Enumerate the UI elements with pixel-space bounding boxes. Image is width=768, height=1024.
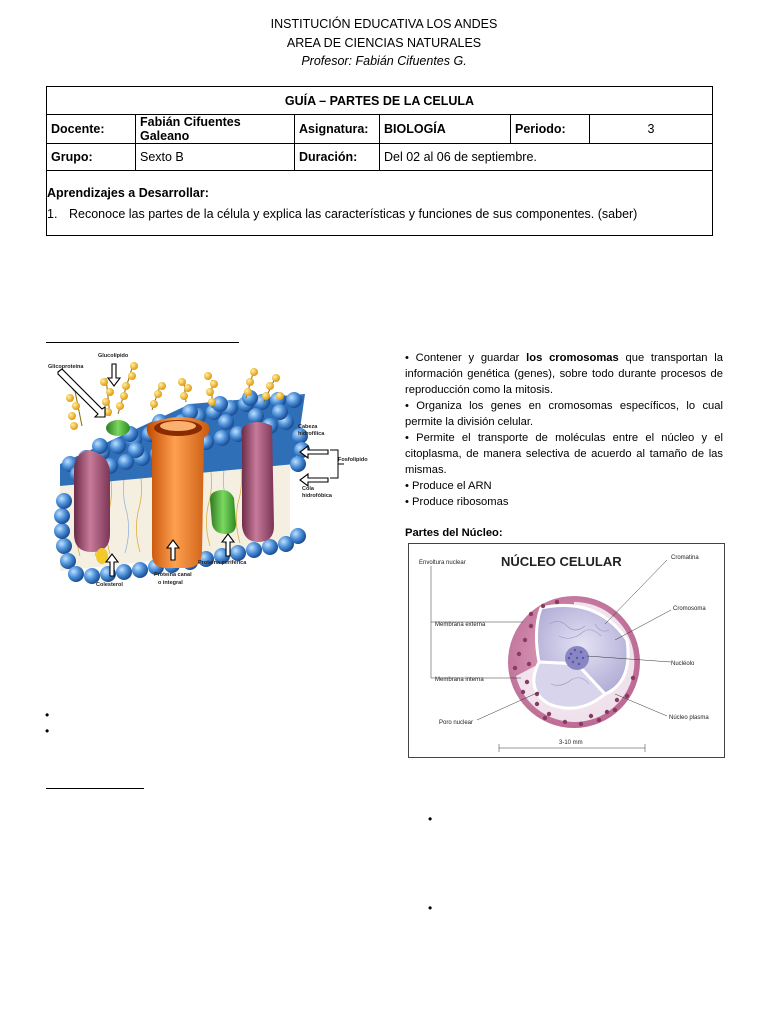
guide-title: GUÍA – PARTES DE LA CELULA	[47, 87, 713, 115]
green-peripheral-protein	[210, 490, 236, 534]
nucleus-diagram	[409, 544, 724, 757]
empty-bullet: •	[428, 812, 433, 826]
docente-value: Fabián Cifuentes Galeano	[136, 115, 295, 144]
function-item: • Permite el transporte de moléculas entre el núcleo y el citoplasma, de manera selectiva de acuerdo al tamaño de las mismas.	[405, 432, 723, 476]
function-item: • Contener y guardar los cromosomas que transportan la información genética (genes), sobre todo durante procesos de reproducción como la mitosis.	[405, 352, 723, 396]
nucleus-diagram-frame	[408, 543, 725, 758]
green-glycoprotein	[106, 420, 130, 436]
label-proteina-canal: Proteína canal	[154, 572, 192, 578]
learning-cell	[47, 171, 713, 236]
duracion-label: Duración:	[295, 144, 380, 171]
label-envoltura: Envoltura nuclear	[419, 560, 466, 566]
teacher-name: Profesor: Fabián Cifuentes G.	[301, 54, 467, 68]
grupo-label: Grupo:	[47, 144, 136, 171]
maroon-protein-right	[241, 422, 274, 542]
label-membrana-interna: Membrana interna	[435, 677, 484, 683]
label-nucleoplasma: Núcleo plasma	[669, 715, 709, 721]
periodo-value: 3	[590, 115, 713, 144]
area-name: AREA DE CIENCIAS NATURALES	[286, 36, 482, 50]
learning-item-number: 1.	[47, 206, 58, 221]
docente-label: Docente:	[47, 115, 136, 144]
empty-bullet: •	[45, 708, 50, 722]
label-scale: 3-10 mm	[559, 740, 583, 746]
label-cola: Cola	[302, 486, 314, 492]
function-item: • Organiza los genes en cromosomas específicos, lo cual permite la división celular.	[405, 400, 723, 428]
label-cromosoma: Cromosoma	[673, 606, 706, 612]
function-item: • Produce ribosomas	[405, 496, 509, 508]
label-colesterol: Colesterol	[96, 582, 123, 588]
nucleus-functions	[405, 350, 723, 510]
empty-bullet: •	[45, 724, 50, 738]
grupo-value: Sexto B	[136, 144, 295, 171]
empty-bullet: •	[428, 901, 433, 915]
label-membrana-externa: Membrana externa	[435, 622, 486, 628]
institution-name: INSTITUCIÓN EDUCATIVA LOS ANDES	[270, 17, 498, 31]
label-hidrofilica: hidrofílica	[298, 431, 325, 437]
label-o-integral: o integral	[158, 580, 183, 586]
blank-title-line-1	[46, 342, 239, 343]
nucleus-title: NÚCLEO CELULAR	[501, 554, 622, 569]
label-poro: Poro nuclear	[439, 720, 474, 726]
label-glicoproteina: Glicoproteína	[48, 364, 84, 370]
label-fosfolipido: Fosfolípido	[338, 457, 368, 463]
label-hidrofobica: hidrofóbica	[302, 493, 332, 499]
label-proteina-periferica: Proteína periférica	[198, 560, 247, 566]
learning-item-text: Reconoce las partes de la célula y explica las características y funciones de sus componentes. (saber)	[69, 206, 638, 221]
learning-heading: Aprendizajes a Desarrollar:	[47, 185, 209, 200]
function-item: • Produce el ARN	[405, 480, 492, 492]
duracion-value: Del 02 al 06 de septiembre.	[380, 144, 713, 171]
label-cabeza: Cabeza	[298, 424, 318, 430]
label-cromatina: Cromatina	[671, 555, 699, 561]
asignatura-value: BIOLOGÍA	[380, 115, 511, 144]
maroon-protein-left	[74, 450, 110, 552]
learning-item	[47, 207, 708, 221]
blank-title-line-2	[46, 788, 144, 789]
label-glucolipido: Glucolípido	[98, 353, 129, 359]
asignatura-label: Asignatura:	[295, 115, 380, 144]
label-nucleolo: Nucléolo	[671, 661, 695, 667]
nucleus-parts-title: Partes del Núcleo:	[405, 527, 503, 539]
periodo-label: Periodo:	[511, 115, 590, 144]
guide-info-table	[46, 86, 713, 236]
orange-channel-protein	[147, 417, 210, 568]
nucleus-sphere	[508, 596, 640, 728]
cell-membrane-diagram	[40, 346, 370, 594]
